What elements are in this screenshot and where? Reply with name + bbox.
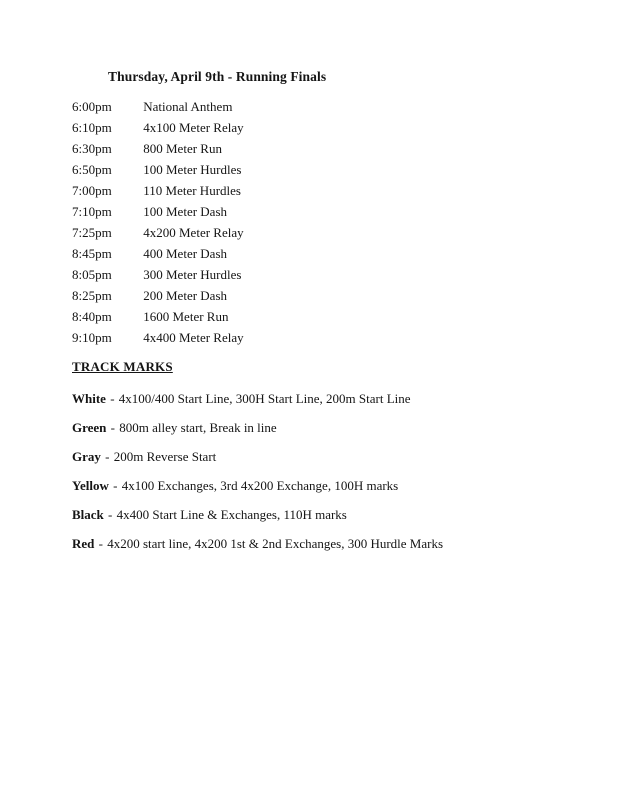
schedule-row <box>72 327 532 348</box>
page-title: Thursday, April 9th - Running Finals <box>108 69 327 84</box>
schedule-event: 4x200 Meter Relay <box>143 225 244 240</box>
schedule-event: 200 Meter Dash <box>143 288 228 303</box>
schedule-time: 7:00pm <box>72 183 112 198</box>
schedule-event: 4x400 Meter Relay <box>143 330 244 345</box>
schedule-list <box>72 96 532 348</box>
schedule-time: 8:40pm <box>72 309 112 324</box>
track-marks-list <box>72 384 572 558</box>
track-mark-color-label: White <box>72 391 106 406</box>
track-mark-item <box>72 442 572 471</box>
track-mark-color-label: Green <box>72 420 107 435</box>
schedule-event: National Anthem <box>143 99 233 114</box>
schedule-time: 8:05pm <box>72 267 112 282</box>
track-mark-item <box>72 384 572 413</box>
track-mark-color-label: Red <box>72 536 95 551</box>
track-mark-separator: - <box>98 536 103 551</box>
schedule-event: 1600 Meter Run <box>143 309 229 324</box>
track-mark-description: 4x100/400 Start Line, 300H Start Line, 200m Start Line <box>118 391 411 406</box>
track-mark-item <box>72 413 572 442</box>
track-mark-item <box>72 500 572 529</box>
schedule-time: 9:10pm <box>72 330 112 345</box>
schedule-event: 300 Meter Hurdles <box>143 267 242 282</box>
track-mark-description: 200m Reverse Start <box>113 449 217 464</box>
schedule-event: 800 Meter Run <box>143 141 222 156</box>
track-mark-separator: - <box>110 420 116 435</box>
schedule-row <box>72 222 532 243</box>
schedule-time: 8:45pm <box>72 246 112 261</box>
schedule-row <box>72 264 532 285</box>
schedule-event: 400 Meter Dash <box>143 246 228 261</box>
track-mark-description: 4x400 Start Line & Exchanges, 110H marks <box>116 507 347 522</box>
track-mark-color-label: Gray <box>72 449 101 464</box>
schedule-row <box>72 117 532 138</box>
schedule-row <box>72 243 532 264</box>
schedule-time: 8:25pm <box>72 288 112 303</box>
schedule-row <box>72 306 532 327</box>
track-mark-item <box>72 529 572 558</box>
schedule-row <box>72 285 532 306</box>
schedule-time: 6:10pm <box>72 120 112 135</box>
track-mark-separator: - <box>113 478 118 493</box>
track-mark-separator: - <box>105 449 110 464</box>
track-mark-separator: - <box>108 507 113 522</box>
schedule-time: 6:30pm <box>72 141 112 156</box>
schedule-row <box>72 180 532 201</box>
schedule-time: 6:50pm <box>72 162 112 177</box>
track-marks-heading: TRACK MARKS <box>72 359 173 374</box>
schedule-time: 7:25pm <box>72 225 112 240</box>
schedule-time: 7:10pm <box>72 204 112 219</box>
schedule-event: 100 Meter Hurdles <box>143 162 242 177</box>
track-mark-separator: - <box>110 391 115 406</box>
schedule-row <box>72 201 532 222</box>
schedule-row <box>72 138 532 159</box>
track-marks-section <box>72 359 572 558</box>
track-mark-description: 4x100 Exchanges, 3rd 4x200 Exchange, 100H marks <box>121 478 399 493</box>
track-mark-color-label: Yellow <box>72 478 109 493</box>
track-mark-description: 800m alley start, Break in line <box>119 420 277 435</box>
track-mark-color-label: Black <box>72 507 104 522</box>
schedule-row <box>72 159 532 180</box>
track-mark-description: 4x200 start line, 4x200 1st & 2nd Exchanges, 300 Hurdle Marks <box>107 536 444 551</box>
schedule-event: 100 Meter Dash <box>143 204 228 219</box>
schedule-event: 110 Meter Hurdles <box>143 183 241 198</box>
schedule-row <box>72 96 532 117</box>
schedule-time: 6:00pm <box>72 99 112 114</box>
schedule-event: 4x100 Meter Relay <box>143 120 244 135</box>
track-mark-item <box>72 471 572 500</box>
